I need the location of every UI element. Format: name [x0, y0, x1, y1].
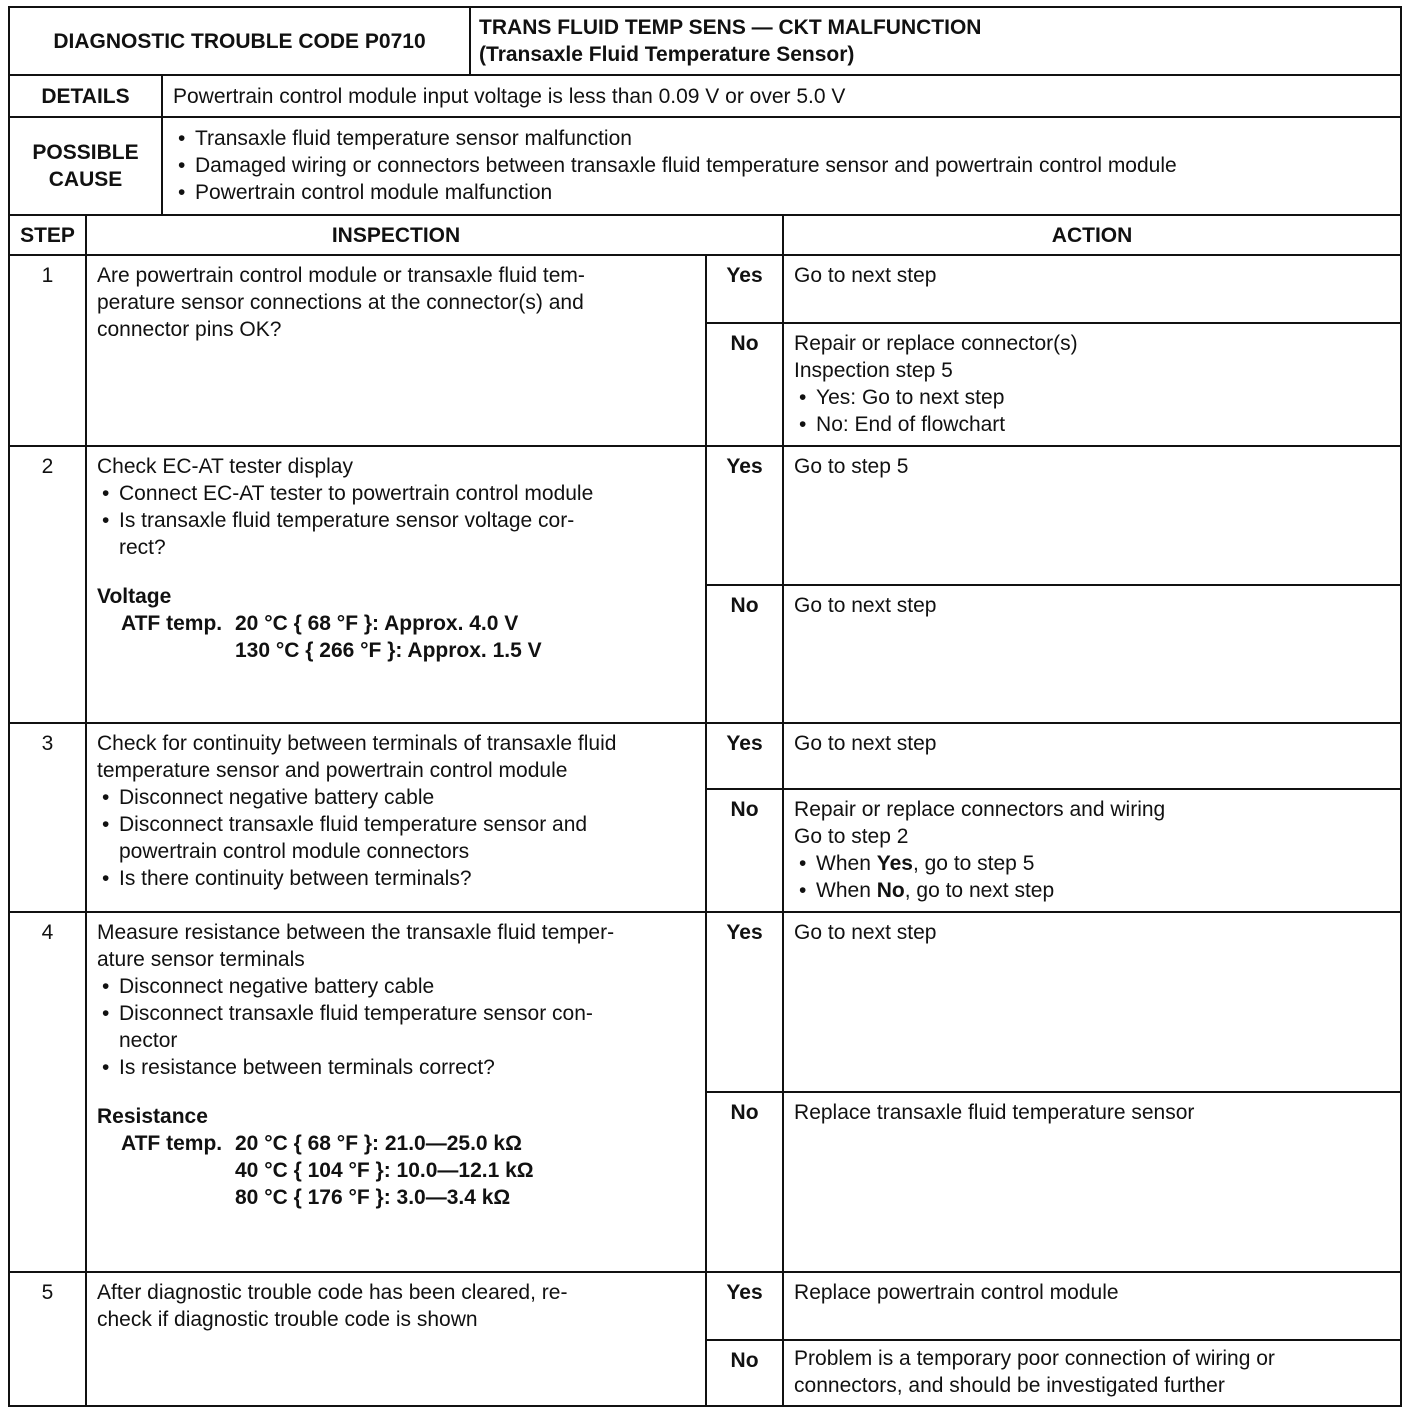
possible-cause-label-line2: CAUSE: [48, 168, 123, 191]
inspection-line: connector pins OK?: [97, 318, 282, 341]
inspection-bullet: • Is there continuity between terminals?: [97, 865, 695, 892]
inspection-bullet: • Disconnect negative battery cable: [97, 973, 695, 1000]
diagnostic-table: [8, 6, 1402, 1407]
step-5-yes-row: [9, 1272, 1401, 1340]
inspection-line: Check for continuity between terminals of transaxle fluid: [97, 732, 617, 755]
yes-label: Yes: [706, 912, 783, 1092]
possible-cause-list: [173, 125, 1390, 206]
action-line: Repair or replace connector(s): [794, 332, 1078, 355]
yes-action: Go to next step: [783, 255, 1401, 323]
no-label: No: [706, 585, 783, 723]
cause-item: • Damaged wiring or connectors between transaxle fluid temperature sensor and powertrain control module: [173, 152, 1390, 179]
spec-value: 20 °C { 68 °F }: Approx. 4.0 V: [235, 612, 519, 635]
no-action: [783, 789, 1401, 912]
action-line: connectors, and should be investigated further: [794, 1374, 1225, 1397]
yes-action: Replace powertrain control module: [783, 1272, 1401, 1340]
step-2-yes-row: [9, 446, 1401, 585]
header-row: [9, 7, 1401, 75]
step-number: 3: [9, 723, 86, 912]
inspection-bullet: • Disconnect transaxle fluid temperature sensor con- nector: [97, 1000, 695, 1054]
spec-row: [97, 1130, 695, 1211]
step-column-header: STEP: [9, 215, 86, 255]
no-action: Go to next step: [783, 585, 1401, 723]
inspection-line: After diagnostic trouble code has been cleared, re-: [97, 1281, 568, 1304]
step-4-inspection: [86, 912, 706, 1272]
no-label: No: [706, 1092, 783, 1272]
bullet-text: , go to next step: [904, 879, 1055, 902]
inspection-line: check if diagnostic trouble code is shown: [97, 1308, 478, 1331]
spec-key: ATF temp.: [121, 612, 223, 635]
inspection-bullets: [97, 973, 695, 1081]
no-label: No: [706, 323, 783, 446]
trouble-code-label: DIAGNOSTIC TROUBLE CODE P0710: [9, 7, 470, 75]
spec-value: 20 °C { 68 °F }: 21.0—25.0 kΩ: [235, 1132, 522, 1155]
trouble-code-title: [470, 7, 1401, 75]
step-number: 4: [9, 912, 86, 1272]
yes-action: Go to next step: [783, 912, 1401, 1092]
step-3-inspection: [86, 723, 706, 912]
bullet-text: When: [816, 879, 877, 902]
spec-key: ATF temp.: [121, 1132, 223, 1155]
yes-action: Go to next step: [783, 723, 1401, 789]
inspection-line: perature sensor connections at the connector(s) and: [97, 291, 584, 314]
spec-values: [235, 1130, 534, 1211]
possible-cause-label-line1: POSSIBLE: [32, 141, 139, 164]
inspection-bullets: [97, 480, 695, 561]
details-label: DETAILS: [9, 75, 162, 117]
step-1-inspection: [86, 255, 706, 446]
action-bullet: • No: End of flowchart: [794, 411, 1390, 438]
bullet-text: When: [816, 852, 877, 875]
yes-label: Yes: [706, 1272, 783, 1340]
inspection-line: ature sensor terminals: [97, 948, 305, 971]
bullet-bold: No: [876, 879, 905, 902]
cause-item: • Transaxle fluid temperature sensor malfunction: [173, 125, 1390, 152]
action-bullets: [794, 850, 1390, 904]
column-header-row: [9, 215, 1401, 255]
spec-value: 80 °C { 176 °F }: 3.0—3.4 kΩ: [235, 1186, 511, 1209]
spec-value: 40 °C { 104 °F }: 10.0—12.1 kΩ: [235, 1159, 534, 1182]
cause-item: • Powertrain control module malfunction: [173, 179, 1390, 206]
step-number: 1: [9, 255, 86, 446]
inspection-line: temperature sensor and powertrain control module: [97, 759, 568, 782]
step-5-inspection: [86, 1272, 706, 1406]
inspection-column-header: INSPECTION: [86, 215, 783, 255]
inspection-bullets: [97, 784, 695, 892]
step-2-inspection: [86, 446, 706, 723]
inspection-bullet: • Connect EC-AT tester to powertrain control module: [97, 480, 695, 507]
action-bullet: [794, 877, 1390, 904]
no-label: No: [706, 789, 783, 912]
spec-title: Voltage: [97, 585, 172, 608]
spec-row: [97, 610, 695, 664]
yes-action: Go to step 5: [783, 446, 1401, 585]
step-number: 5: [9, 1272, 86, 1406]
possible-cause-list-cell: [162, 117, 1401, 215]
no-action: [783, 1340, 1401, 1406]
action-bullet: • Yes: Go to next step: [794, 384, 1390, 411]
bullet-bold: Yes: [876, 852, 913, 875]
action-bullets: [794, 384, 1390, 438]
step-3-yes-row: [9, 723, 1401, 789]
step-4-yes-row: [9, 912, 1401, 1092]
inspection-bullet: • Is resistance between terminals correct?: [97, 1054, 695, 1081]
details-row: [9, 75, 1401, 117]
title-line-2: (Transaxle Fluid Temperature Sensor): [479, 43, 855, 66]
inspection-bullet: • Disconnect negative battery cable: [97, 784, 695, 811]
step-number: 2: [9, 446, 86, 723]
action-line: Inspection step 5: [794, 359, 953, 382]
yes-label: Yes: [706, 723, 783, 789]
action-line: Repair or replace connectors and wiring: [794, 798, 1166, 821]
action-line: Go to step 2: [794, 825, 909, 848]
inspection-line: Measure resistance between the transaxle fluid temper-: [97, 921, 615, 944]
spec-value: 130 °C { 266 °F }: Approx. 1.5 V: [235, 639, 542, 662]
inspection-line: Are powertrain control module or transaxle fluid tem-: [97, 264, 585, 287]
no-action: Replace transaxle fluid temperature sensor: [783, 1092, 1401, 1272]
possible-cause-label: [9, 117, 162, 215]
bullet-text: , go to step 5: [912, 852, 1035, 875]
inspection-line: Check EC-AT tester display: [97, 455, 353, 478]
action-line: Problem is a temporary poor connection of wiring or: [794, 1347, 1275, 1370]
no-action: [783, 323, 1401, 446]
step-1-yes-row: [9, 255, 1401, 323]
spec-values: [235, 610, 542, 664]
action-bullet: [794, 850, 1390, 877]
yes-label: Yes: [706, 255, 783, 323]
inspection-bullet: • Is transaxle fluid temperature sensor voltage cor- rect?: [97, 507, 695, 561]
inspection-bullet: • Disconnect transaxle fluid temperature sensor and powertrain control module connectors: [97, 811, 695, 865]
action-column-header: ACTION: [783, 215, 1401, 255]
title-line-1: TRANS FLUID TEMP SENS — CKT MALFUNCTION: [479, 16, 982, 39]
yes-label: Yes: [706, 446, 783, 585]
spec-title: Resistance: [97, 1105, 208, 1128]
possible-cause-row: [9, 117, 1401, 215]
details-text: Powertrain control module input voltage is less than 0.09 V or over 5.0 V: [162, 75, 1401, 117]
diagnostic-sheet: [8, 6, 1400, 1407]
no-label: No: [706, 1340, 783, 1406]
